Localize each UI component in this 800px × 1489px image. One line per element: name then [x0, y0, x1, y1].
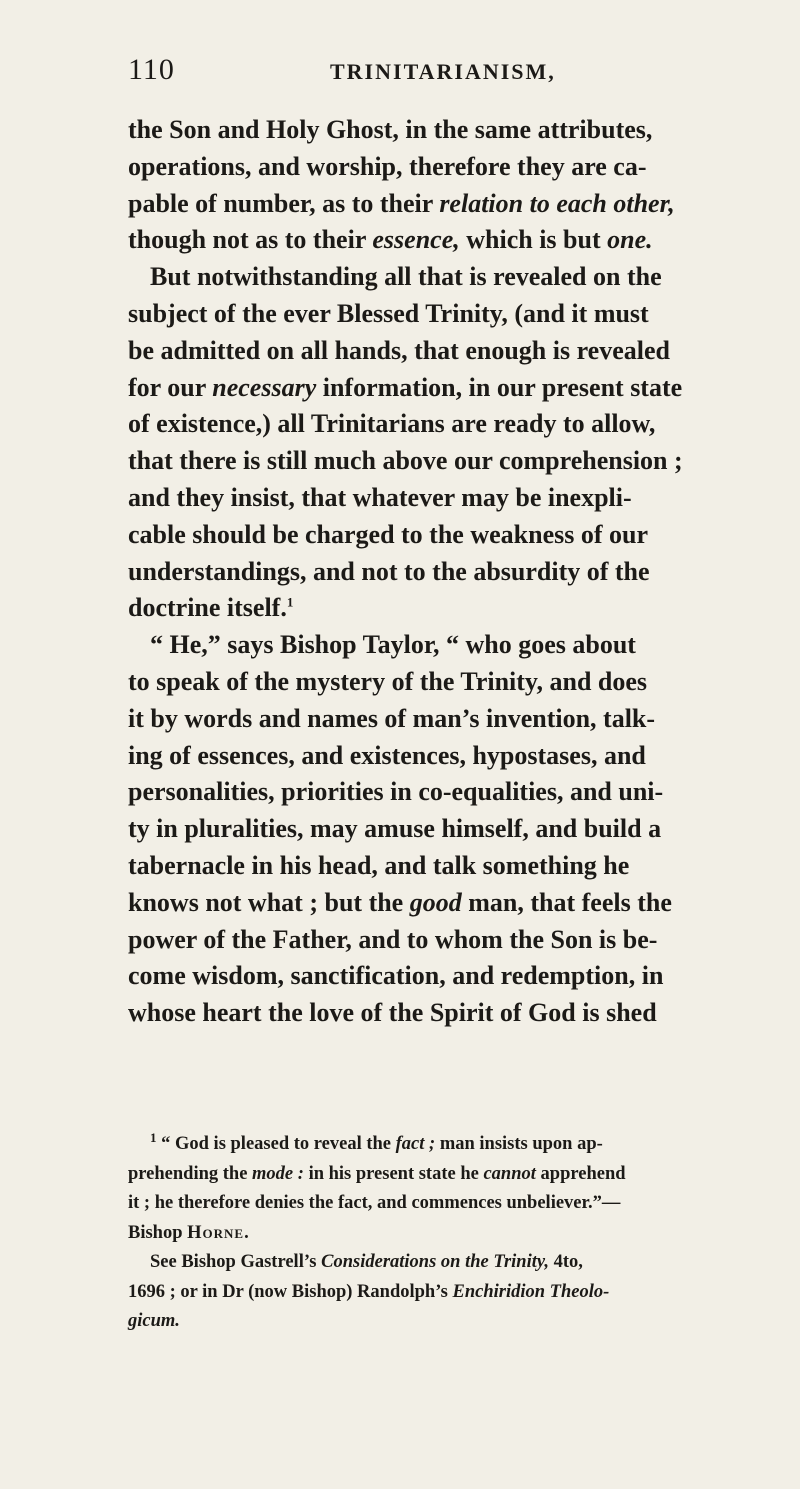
running-head — [128, 50, 768, 90]
text-line: whose heart the love of the Spirit of God is shed — [128, 998, 657, 1028]
paragraph-1 — [128, 112, 768, 259]
text-span: though not as to their — [128, 225, 373, 255]
text-line: it by words and names of man’s invention, talk- — [128, 703, 656, 733]
text-span: which is but — [459, 225, 608, 255]
text-span: pable of number, as to their — [128, 188, 440, 218]
text-line: “ He,” says Bishop Taylor, “ who goes about — [150, 630, 636, 660]
footnotes — [128, 1130, 768, 1337]
text-line: come wisdom, sanctification, and redemption, in — [128, 961, 664, 991]
text-line: cable should be charged to the weakness of our — [128, 519, 649, 549]
text-span: See Bishop Gastrell’s — [150, 1252, 322, 1272]
page-number: 110 — [128, 53, 175, 86]
text-line: of existence,) all Trinitarians are ready to allow, — [128, 409, 656, 439]
text-line: subject of the ever Blessed Trinity, (and it must — [128, 298, 649, 328]
footnote-line — [128, 1219, 768, 1249]
text-line: and they insist, that whatever may be inexpli- — [128, 482, 632, 512]
text-line: ing of essences, and existences, hypostases, and — [128, 740, 646, 770]
running-title: TRINITARIANISM, — [330, 59, 556, 84]
author-name: Horne. — [187, 1222, 250, 1243]
text-span: “ God is pleased to reveal the — [161, 1134, 396, 1154]
text-span: doctrine itself. — [128, 593, 287, 623]
footnote-line: it ; he therefore denies the fact, and commences unbeliever.”— — [128, 1193, 621, 1213]
italic-span: essence, — [372, 225, 460, 255]
italic-span: Considerations on the Trinity, — [321, 1252, 550, 1272]
text-line: that there is still much above our comprehension ; — [128, 446, 683, 476]
text-span: 1696 ; or in Dr (now Bishop) Randolph’s — [128, 1281, 453, 1302]
italic-span: necessary — [212, 372, 317, 402]
text-line — [128, 370, 768, 407]
paragraph-3 — [128, 627, 768, 1032]
italic-span: cannot — [483, 1163, 536, 1184]
italic-span: Enchiridion Theolo- — [452, 1281, 610, 1302]
text-line: personalities, priorities in co-equalities, and uni- — [128, 777, 664, 807]
text-span: in his present state he — [303, 1163, 484, 1184]
footnote-line — [128, 1248, 768, 1278]
italic-span: mode : — [252, 1163, 304, 1184]
paragraph-2 — [128, 259, 768, 627]
text-span: information, in our present state — [316, 372, 683, 402]
italic-span: one. — [607, 225, 653, 255]
text-span: prehending the — [128, 1163, 253, 1184]
text-line — [128, 885, 768, 922]
text-line: understandings, and not to the absurdity of the — [128, 556, 650, 586]
italic-span: relation to each other, — [439, 188, 675, 218]
text-line — [128, 186, 768, 223]
text-line: ty in pluralities, may amuse himself, and build a — [128, 814, 662, 844]
text-span: knows not what ; but the — [128, 887, 410, 917]
italic-span: gicum. — [128, 1311, 180, 1331]
footnote-line — [128, 1130, 768, 1160]
italic-span: good — [409, 887, 462, 917]
text-line: the Son and Holy Ghost, in the same attributes, — [128, 115, 653, 144]
text-line — [128, 222, 768, 259]
text-line: But notwithstanding all that is revealed on the — [150, 262, 662, 292]
text-line: power of the Father, and to whom the Son is be- — [128, 924, 658, 954]
footnote-line — [128, 1307, 768, 1337]
footnote-line — [128, 1160, 768, 1190]
footnote-reference: 1 — [286, 594, 294, 610]
text-line — [128, 590, 768, 627]
text-line: tabernacle in his head, and talk something he — [128, 850, 630, 880]
footnote-marker: 1 — [150, 1129, 157, 1145]
text-span: apprehend — [535, 1163, 626, 1184]
text-span: for our — [128, 372, 213, 402]
text-span: man insists upon ap- — [435, 1134, 603, 1154]
text-line: operations, and worship, therefore they are ca- — [128, 151, 647, 181]
text-line: be admitted on all hands, that enough is revealed — [128, 335, 670, 365]
italic-span: fact ; — [395, 1134, 436, 1154]
text-span: man, that feels the — [461, 887, 672, 917]
body-text — [128, 112, 768, 1032]
text-line: to speak of the mystery of the Trinity, and does — [128, 666, 648, 696]
text-span: 4to, — [549, 1252, 583, 1272]
footnote-line — [128, 1278, 768, 1308]
text-span: Bishop — [128, 1222, 188, 1243]
